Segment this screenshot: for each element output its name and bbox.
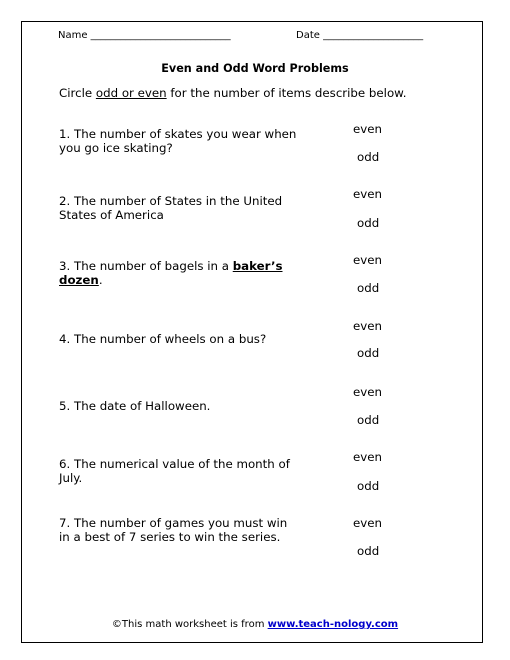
bakers-dozen-term: baker’s dozen	[59, 259, 283, 287]
question-3-period: .	[98, 273, 103, 287]
q4-even-option[interactable]: even	[353, 319, 382, 333]
q7-odd-option[interactable]: odd	[357, 544, 380, 558]
name-field[interactable]: Name ____________________________	[58, 30, 231, 41]
q1-even-option[interactable]: even	[353, 122, 382, 136]
instructions-underlined: odd or even	[95, 86, 167, 100]
question-1: 1. The number of skates you wear when you go ice skating?	[59, 127, 297, 155]
question-7: 7. The number of games you must win in a best of 7 series to win the series.	[59, 516, 288, 544]
worksheet-title: Even and Odd Word Problems	[161, 62, 349, 75]
question-6: 6. The numerical value of the month of July.	[59, 457, 290, 485]
q6-even-option[interactable]: even	[353, 450, 382, 464]
q3-even-option[interactable]: even	[353, 253, 382, 267]
instructions-prefix: Circle	[59, 86, 96, 100]
question-3	[59, 259, 299, 287]
q6-odd-option[interactable]: odd	[357, 479, 380, 493]
q2-odd-option[interactable]: odd	[357, 216, 380, 230]
teach-nology-link[interactable]: www.teach-nology.com	[267, 619, 399, 630]
question-4: 4. The number of wheels on a bus?	[59, 332, 267, 346]
q3-odd-option[interactable]: odd	[357, 281, 380, 295]
q5-odd-option[interactable]: odd	[357, 413, 380, 427]
q1-odd-option[interactable]: odd	[357, 150, 380, 164]
footer	[0, 619, 510, 630]
question-2: 2. The number of States in the United States of America	[59, 194, 283, 222]
question-5: 5. The date of Halloween.	[59, 399, 211, 413]
q5-even-option[interactable]: even	[353, 385, 382, 399]
instructions	[59, 86, 407, 100]
q2-even-option[interactable]: even	[353, 187, 382, 201]
question-3-text: 3. The number of bagels in a	[59, 259, 233, 273]
date-field[interactable]: Date ____________________	[296, 30, 424, 41]
q7-even-option[interactable]: even	[353, 516, 382, 530]
instructions-suffix: for the number of items describe below.	[166, 86, 407, 100]
q4-odd-option[interactable]: odd	[357, 346, 380, 360]
footer-text: ©This math worksheet is from	[111, 619, 268, 630]
